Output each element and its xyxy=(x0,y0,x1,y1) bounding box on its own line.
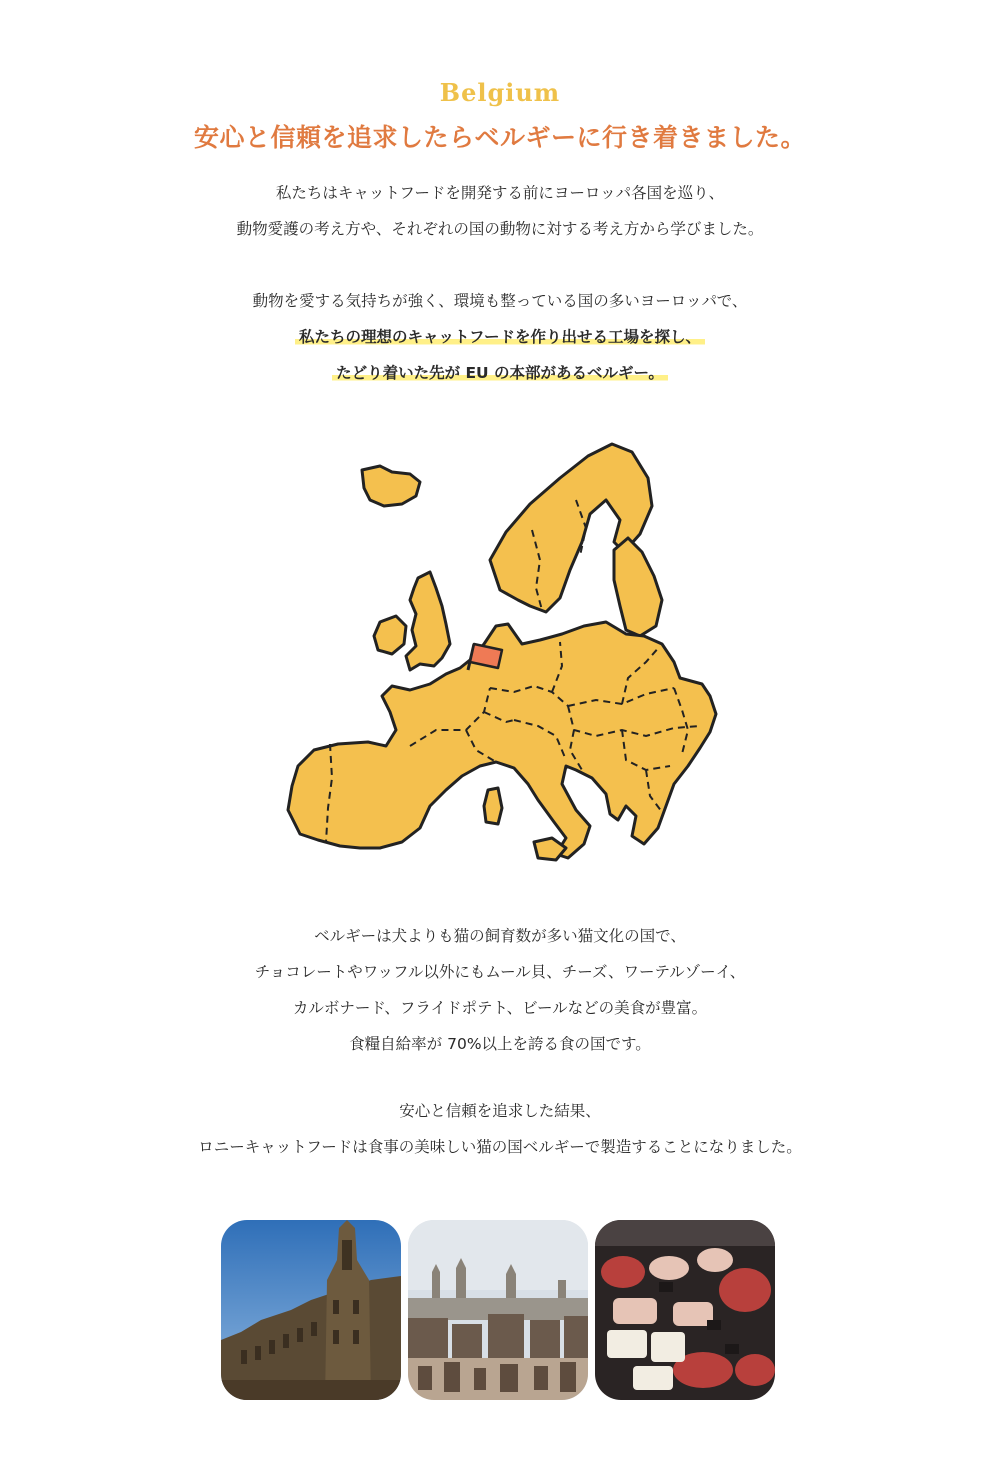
section-headline: 安心と信頼を追求したらベルギーに行き着きました。 xyxy=(193,123,806,152)
great-britain-shape xyxy=(406,572,450,670)
culture-line-4: 食糧自給率が 70%以上を誇る食の国です。 xyxy=(349,1035,651,1053)
intro-line-1: 私たちはキャットフードを開発する前にヨーロッパ各国を巡り、 xyxy=(275,184,725,202)
culture-line-1: ベルギーは犬よりも猫の飼育数が多い猫文化の国で、 xyxy=(314,927,686,945)
conclusion-paragraph xyxy=(0,1093,1000,1165)
intro-line-2: 動物愛護の考え方や、それぞれの国の動物に対する考え方から学びました。 xyxy=(236,220,764,238)
iceland-shape xyxy=(362,466,420,506)
ireland-shape xyxy=(374,616,406,654)
photo-town-hall xyxy=(221,1220,401,1400)
conclusion-line-2: ロニーキャットフードは食事の美味しい猫の国ベルギーで製造することになりました。 xyxy=(198,1138,802,1156)
europe-map-illustration xyxy=(270,430,730,870)
mainland-europe-shape xyxy=(288,622,716,858)
intro-paragraph xyxy=(0,175,1000,247)
section-kicker: Belgium xyxy=(439,78,561,107)
culture-line-3: カルボナード、フライドポテト、ビールなどの美食が豊富。 xyxy=(292,999,708,1017)
finland-shape xyxy=(614,538,662,636)
culture-paragraph xyxy=(0,918,1000,1062)
search-paragraph xyxy=(0,283,1000,391)
search-line-1: 動物を愛する気持ちが強く、環境も整っている国の多いヨーロッパで、 xyxy=(252,292,748,310)
europe-map xyxy=(270,430,730,870)
sardinia-shape xyxy=(484,788,502,824)
conclusion-line-1: 安心と信頼を追求した結果、 xyxy=(399,1102,601,1120)
culture-line-2: チョコレートやワッフル以外にもムール貝、チーズ、ワーテルゾーイ、 xyxy=(254,963,746,981)
highlight-line-1: 私たちの理想のキャットフードを作り出せる工場を探し、 xyxy=(295,328,705,346)
highlight-line-2: たどり着いた先が EU の本部があるベルギー。 xyxy=(332,364,668,382)
photo-deli-meats xyxy=(595,1220,775,1400)
photo-gallery xyxy=(221,1220,776,1400)
photo-cityscape xyxy=(408,1220,588,1400)
